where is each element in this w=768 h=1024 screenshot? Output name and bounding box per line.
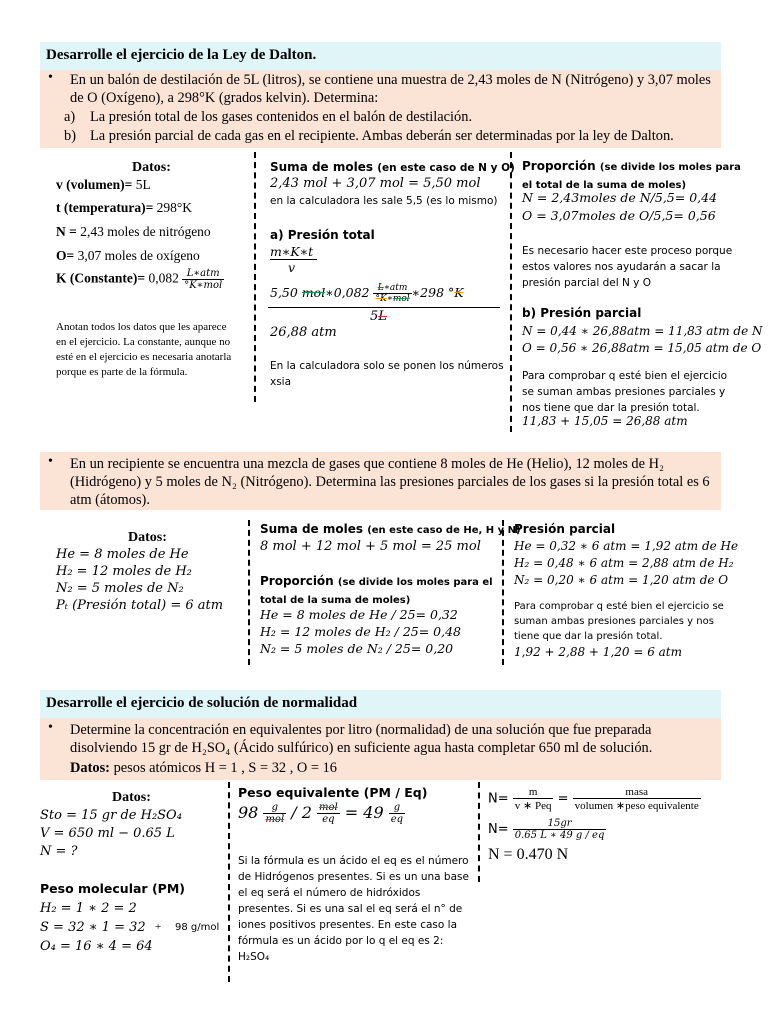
item-a: La presión total de los gases contenidos en el balón de destilación. — [90, 109, 473, 125]
section3-title: Desarrolle el ejercicio de solución de normalidad — [40, 690, 721, 718]
datos-h2: H₂ = 12 moles de H₂ — [56, 564, 192, 579]
divider — [510, 152, 512, 432]
datos-temperatura: t (temperatura)= 298°K — [56, 200, 193, 215]
suma-eq: 8 mol + 12 mol + 5 mol = 25 mol — [260, 539, 481, 554]
presion-parcial-h2: H₂ = 0,48 ∗ 6 atm = 2,88 atm de H₂ — [514, 556, 734, 570]
check-eq: 11,83 + 15,05 = 26,88 atm — [522, 414, 688, 428]
divider — [502, 520, 504, 665]
check-note: Para comprobar q esté bien el ejercicio se suman ambas presiones parciales y nos tiene que dar la presión total. — [514, 601, 724, 642]
suma-eq: 2,43 mol + 3,07 mol = 5,50 mol — [270, 176, 481, 191]
calc-numerator: 5,50 mol∗0,082 $\frac{\text{L∗atm}}{\text{°K∗mol}}$ ∗298 °K — [270, 283, 464, 304]
suma-note: en la calculadora les sale 5,5 (es lo mismo) — [270, 195, 498, 207]
section1-problem: En un balón de destilación de 5L (litros), se contiene una muestra de 2,43 moles de N (Nitrógeno) y 3,07 moles de O (Oxígeno), a 298°K (grados kelvin). Determina: — [70, 72, 711, 106]
proporcion-he: He = 8 moles de He / 25= 0,32 — [260, 607, 458, 622]
presion-parcial-n2: N₂ = 0,20 ∗ 6 atm = 1,20 atm de O — [514, 573, 729, 587]
formula: m∗K∗t v — [270, 244, 330, 275]
section3-datos-line: Datos: pesos atómicos H = 1 , S = 32 , O = 16 — [70, 760, 337, 776]
divider — [254, 152, 256, 402]
check-eq: 1,92 + 2,88 + 1,20 = 6 atm — [514, 645, 683, 659]
pm-o: O₄ = 16 ∗ 4 = 64 — [40, 939, 153, 954]
presion-parcial-n: N = 0,44 ∗ 26,88atm = 11,83 atm de N — [522, 324, 763, 338]
presion-total-title: a) Presión total — [270, 228, 375, 242]
datos-constante: K (Constante)= 0,082 $\frac{\text{L∗atm}}{\text{°K∗mol}}$ — [56, 268, 223, 291]
datos-nitrogeno: N = 2,43 moles de nitrógeno — [56, 224, 211, 239]
normalidad-formula: N= $\frac{m}{\text{v ∗ Peq}}$ = $\frac{\text{masa}}{\text{volumen ∗peso equivalente}}$ — [488, 786, 699, 812]
datos-title: Datos: — [132, 160, 171, 175]
item-b-marker: b) — [64, 128, 76, 144]
section1-title: Desarrolle el ejercicio de la Ley de Dalton. — [40, 42, 721, 70]
datos-he: He = 8 moles de He — [56, 547, 189, 562]
calc-denominator: 5L — [370, 309, 387, 324]
item-a-marker: a) — [64, 109, 76, 125]
datos-oxigeno: O= 3,07 moles de oxígeno — [56, 248, 200, 263]
proporcion-n: N = 2,43moles de N/5,5= 0,44 — [522, 190, 718, 205]
pm-s: S = 32 ∗ 1 = 32 — [40, 920, 146, 935]
datos-title: Datos: — [112, 790, 151, 805]
divider — [478, 782, 480, 882]
datos-note: Anotan todos los datos que les aparece en el ejercicio. La constante, aunque no esté en el ejercicio es necesaria anotarla porque es parte de la fórmula. — [56, 321, 232, 378]
suma-title: Suma de moles (en este caso de N y O) — [270, 160, 515, 174]
check-note: Para comprobar q esté bien el ejercicio se suman ambas presiones parciales y nos tiene que dar la presión total. — [522, 370, 728, 414]
proporcion-h2: H₂ = 12 moles de H₂ / 25= 0,48 — [260, 624, 462, 639]
peso-equivalente-title: Peso equivalente (PM / Eq) — [238, 785, 428, 800]
peso-equivalente-note: Si la fórmula es un ácido el eq es el número de Hidrógenos presentes. Si es un una base el eq será el número de hidróxidos presentes. Si es una sal el eq será el n° de iones positivos presentes. En este caso la fórmula es un ácido por lo q el eq es 2: H₂SO₄ — [238, 855, 469, 963]
datos-title: Datos: — [128, 530, 167, 545]
proporcion-note: Es necesario hacer este proceso porque estos valores nos ayudarán a sacar la presión parcial del N y O — [522, 245, 733, 289]
presion-parcial-title: Presión parcial — [514, 522, 616, 536]
presion-parcial-o: O = 0,56 ∗ 26,88atm = 15,05 atm de O — [522, 341, 762, 355]
section3-problem: Determine la concentración en equivalentes por litro (normalidad) de una solución que fue preparada disolviendo 15 gr de H₂SO₄ (Ácido sulfúrico) en suficiente agua hasta completar 650 ml de solución. — [70, 722, 653, 756]
datos-pt: Pₜ (Presión total) = 6 atm — [56, 598, 224, 613]
bullet-icon: • — [48, 720, 53, 735]
calc-fraction-bar — [268, 307, 500, 308]
proporcion-o: O = 3,07moles de O/5,5= 0,56 — [522, 208, 716, 223]
datos-v: V = 650 ml − 0.65 L — [40, 826, 175, 841]
normalidad-result: N = 0.470 N — [488, 846, 569, 863]
section2-problem: En un recipiente se encuentra una mezcla de gases que contiene 8 moles de He (Helio), 12 moles de H₂ (Hidrógeno) y 5 moles de N₂ (Nitrógeno). Determina las presiones parciales de los gases si la presión total es 6 atm (átomos). — [70, 456, 710, 508]
datos-sto: Sto = 15 gr de H₂SO₄ — [40, 808, 182, 823]
pm-h: H₂ = 1 ∗ 2 = 2 — [40, 901, 137, 916]
divider — [248, 520, 250, 665]
suma-title: Suma de moles (en este caso de He, H y N) — [260, 522, 521, 536]
divider — [228, 782, 230, 982]
presion-parcial-he: He = 0,32 ∗ 6 atm = 1,92 atm de He — [514, 539, 739, 553]
bullet-icon: • — [48, 70, 53, 85]
proporcion-n2: N₂ = 5 moles de N₂ / 25= 0,20 — [260, 641, 454, 656]
pm-title: Peso molecular (PM) — [40, 881, 185, 896]
datos-n: N = ? — [40, 844, 78, 859]
datos-n2: N₂ = 5 moles de N₂ — [56, 581, 184, 596]
presion-total-result: 26,88 atm — [270, 325, 337, 340]
item-b: La presión parcial de cada gas en el recipiente. Ambas deberán ser determinadas por la ley de Dalton. — [90, 128, 674, 144]
proporcion-title: Proporción (se divide los moles para el total de la suma de moles) — [260, 574, 493, 606]
datos-volumen: v (volumen)= 5L — [56, 177, 151, 192]
peso-equivalente-calc: 98 $\frac{g}{\text{mol}}$ / 2 $\frac{\text{mol}}{eq}$ = 49 $\frac{g}{eq}$ — [238, 802, 404, 825]
pm-total: 98 g/mol — [175, 922, 220, 933]
presion-parcial-title: b) Presión parcial — [522, 306, 642, 320]
pm-plus: + — [155, 921, 162, 933]
bullet-icon: • — [48, 454, 53, 469]
proporcion-title: Proporción (se divide los moles para el total de la suma de moles) — [522, 159, 741, 191]
normalidad-substitution: N= $\frac{15gr}{0.65 L ∗ 49 g / eq}$ — [488, 818, 605, 841]
calc-note: En la calculadora solo se ponen los números xsia — [270, 360, 504, 388]
